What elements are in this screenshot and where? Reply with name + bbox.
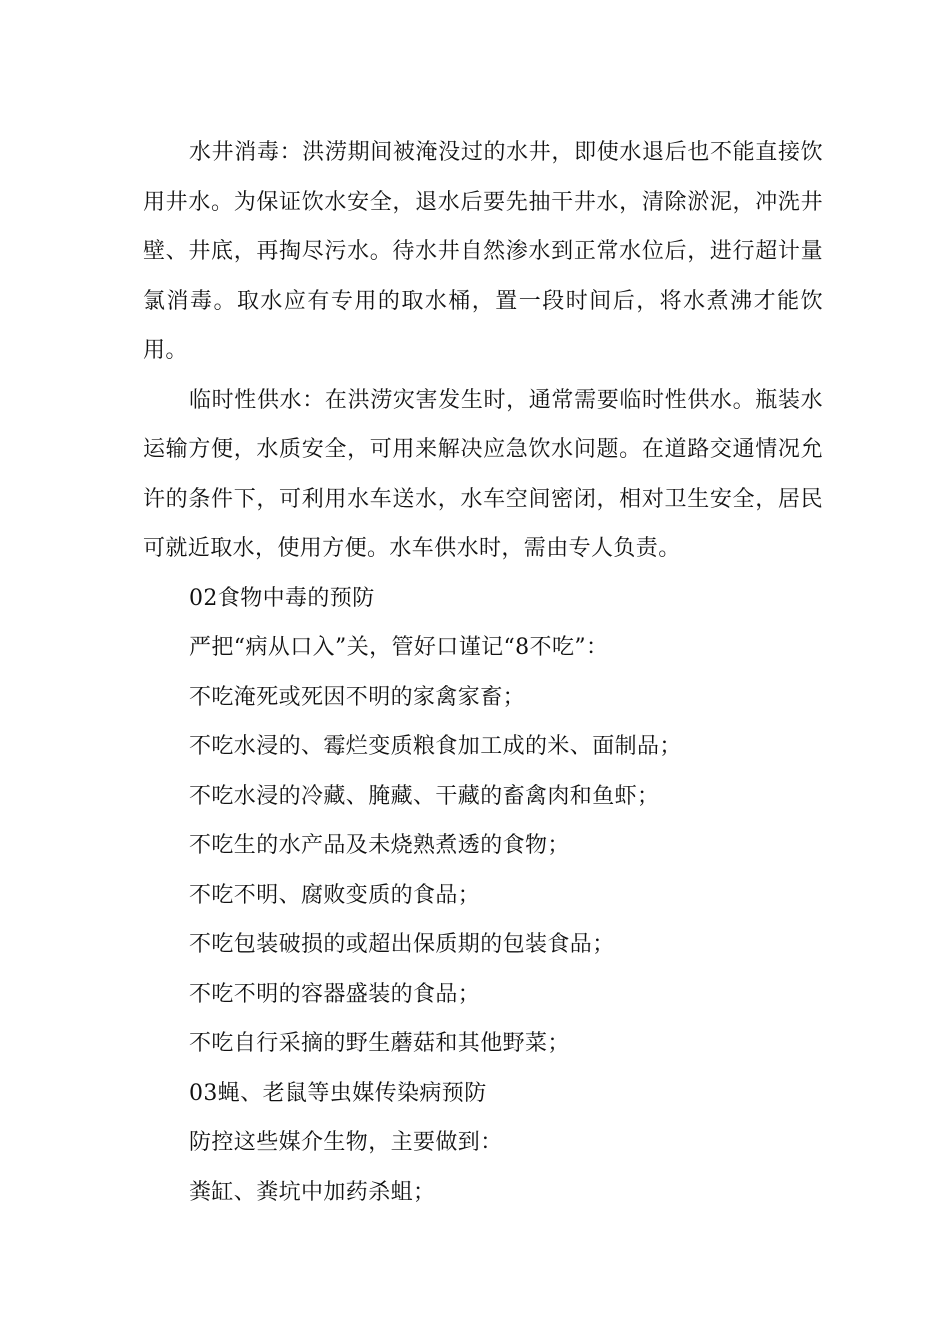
list-item: 不吃水浸的、霉烂变质粮食加工成的米、面制品；	[189, 734, 682, 759]
paragraph-well-disinfection: 水井消毒：洪涝期间被淹没过的水井，即使水退后也不能直接饮用井水。为保证饮水安全，退水后要先抽干井水，清除淤泥，冲洗井壁、井底，再掏尽污水。待水井自然渗水到正常水位后，进行超计量氯消毒。取水应有专用的取水桶，置一段时间后，将水煮沸才能饮用。	[143, 140, 823, 363]
section-intro-vector-disease: 防控这些媒介生物，主要做到：	[189, 1130, 503, 1155]
list-item: 不吃不明的容器盛装的食品；	[189, 981, 481, 1007]
list-item: 不吃不明、腐败变质的食品；	[189, 882, 481, 908]
list-item: 不吃生的水产品及未烧熟煮透的食物；	[189, 833, 570, 858]
document-body	[143, 128, 823, 1217]
list-item: 不吃包装破损的或超出保质期的包装食品；	[189, 932, 615, 957]
list-item: 粪缸、粪坑中加药杀蛆；	[189, 1179, 436, 1205]
section-intro-food-poisoning: 严把“病从口入”关，管好口谨记“8不吃”：	[189, 635, 609, 660]
list-item: 不吃淹死或死因不明的家禽家畜；	[189, 684, 526, 710]
paragraph-temporary-water-supply: 临时性供水：在洪涝灾害发生时，通常需要临时性供水。瓶装水运输方便，水质安全，可用来解决应急饮水问题。在道路交通情况允许的条件下，可利用水车送水，水车空间密闭，相对卫生安全，居民可就近取水，使用方便。水车供水时，需由专人负责。	[143, 387, 823, 561]
section-heading-food-poisoning: 02食物中毒的预防	[189, 585, 375, 611]
section-heading-vector-disease: 03蝇、老鼠等虫媒传染病预防	[189, 1080, 487, 1106]
list-item: 不吃自行采摘的野生蘑菇和其他野菜；	[189, 1031, 570, 1056]
list-item: 不吃水浸的冷藏、腌藏、干藏的畜禽肉和鱼虾；	[189, 783, 660, 809]
